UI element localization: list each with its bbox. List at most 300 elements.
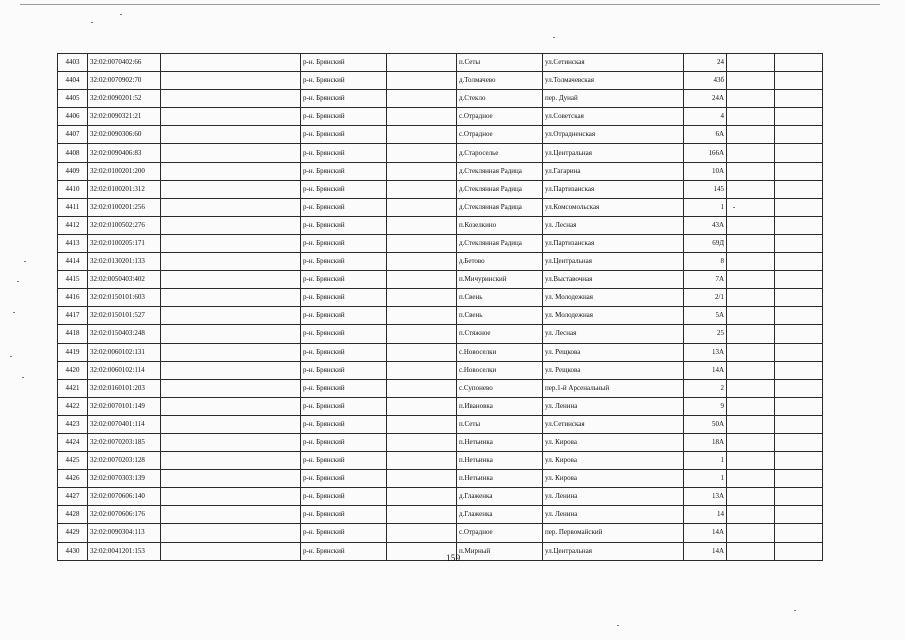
district-cell: р-н. Брянский (301, 198, 387, 216)
house-number-cell: 50А (684, 415, 727, 433)
street-cell: ул. Ленина (543, 488, 684, 506)
cadastral-number-cell: 32:02:0070203:128 (88, 452, 161, 470)
empty-cell (727, 216, 775, 234)
empty-cell (161, 452, 301, 470)
empty-cell (161, 126, 301, 144)
table-row (58, 361, 823, 379)
locality-cell: п.Ивановка (457, 397, 543, 415)
empty-cell (161, 415, 301, 433)
row-number-cell: 4415 (58, 271, 88, 289)
empty-cell (161, 108, 301, 126)
empty-cell (387, 379, 457, 397)
street-cell: пер. Дунай (543, 90, 684, 108)
table-row (58, 108, 823, 126)
empty-cell (775, 415, 823, 433)
row-number-cell: 4412 (58, 216, 88, 234)
empty-cell (161, 162, 301, 180)
cadastral-number-cell: 32:02:0060102:114 (88, 361, 161, 379)
empty-cell (727, 253, 775, 271)
empty-cell (727, 198, 775, 216)
empty-cell (775, 90, 823, 108)
table-row (58, 307, 823, 325)
empty-cell (775, 470, 823, 488)
empty-cell (161, 307, 301, 325)
empty-cell (387, 488, 457, 506)
row-number-cell: 4425 (58, 452, 88, 470)
cadastral-number-cell: 32:02:0090304:113 (88, 524, 161, 542)
empty-cell (775, 180, 823, 198)
district-cell: р-н. Брянский (301, 253, 387, 271)
street-cell: ул.Центральная (543, 542, 684, 560)
empty-cell (727, 361, 775, 379)
street-cell: ул. Молодежная (543, 307, 684, 325)
table-row (58, 379, 823, 397)
house-number-cell: 1 (684, 452, 727, 470)
house-number-cell: 14А (684, 542, 727, 560)
page-top-edge (20, 4, 880, 5)
row-number-cell: 4430 (58, 542, 88, 560)
district-cell: р-н. Брянский (301, 234, 387, 252)
house-number-cell: 18А (684, 433, 727, 451)
row-number-cell: 4408 (58, 144, 88, 162)
table-row (58, 198, 823, 216)
locality-cell: п.Сеты (457, 415, 543, 433)
row-number-cell: 4423 (58, 415, 88, 433)
empty-cell (727, 90, 775, 108)
empty-cell (727, 506, 775, 524)
row-number-cell: 4422 (58, 397, 88, 415)
house-number-cell: 2 (684, 379, 727, 397)
table-row (58, 144, 823, 162)
street-cell: ул. Ленина (543, 506, 684, 524)
street-cell: ул.Комсомольская (543, 198, 684, 216)
district-cell: р-н. Брянский (301, 289, 387, 307)
district-cell: р-н. Брянский (301, 361, 387, 379)
table-row (58, 216, 823, 234)
table-row (58, 524, 823, 542)
district-cell: р-н. Брянский (301, 488, 387, 506)
empty-cell (161, 488, 301, 506)
street-cell: ул. Кирова (543, 452, 684, 470)
street-cell: ул. Лесная (543, 216, 684, 234)
street-cell: ул. Рещкова (543, 361, 684, 379)
empty-cell (727, 234, 775, 252)
empty-cell (775, 488, 823, 506)
row-number-cell: 4405 (58, 90, 88, 108)
cadastral-number-cell: 32:02:0070401:114 (88, 415, 161, 433)
street-cell: ул.Гагарина (543, 162, 684, 180)
empty-cell (161, 470, 301, 488)
district-cell: р-н. Брянский (301, 415, 387, 433)
empty-cell (387, 433, 457, 451)
empty-cell (727, 325, 775, 343)
district-cell: р-н. Брянский (301, 90, 387, 108)
empty-cell (161, 361, 301, 379)
empty-cell (387, 397, 457, 415)
row-number-cell: 4420 (58, 361, 88, 379)
empty-cell (775, 325, 823, 343)
street-cell: ул.Отрадненская (543, 126, 684, 144)
cadastral-number-cell: 32:02:0150403:248 (88, 325, 161, 343)
locality-cell: п.Нетьинка (457, 433, 543, 451)
house-number-cell: 5А (684, 307, 727, 325)
table-row (58, 234, 823, 252)
cadastral-number-cell: 32:02:0060102:131 (88, 343, 161, 361)
empty-cell (161, 180, 301, 198)
district-cell: р-н. Брянский (301, 379, 387, 397)
empty-cell (775, 379, 823, 397)
empty-cell (161, 54, 301, 72)
cadastral-number-cell: 32:02:0070606:176 (88, 506, 161, 524)
empty-cell (727, 488, 775, 506)
street-cell: пер.1-й Арсенальный (543, 379, 684, 397)
table-row (58, 289, 823, 307)
empty-cell (727, 162, 775, 180)
house-number-cell: 69Д (684, 234, 727, 252)
empty-cell (387, 90, 457, 108)
empty-cell (775, 253, 823, 271)
empty-cell (727, 452, 775, 470)
house-number-cell: 7А (684, 271, 727, 289)
street-cell: ул.Центральная (543, 144, 684, 162)
table-row (58, 126, 823, 144)
empty-cell (775, 108, 823, 126)
empty-cell (775, 54, 823, 72)
house-number-cell: 24 (684, 54, 727, 72)
locality-cell: с.Новоселки (457, 361, 543, 379)
house-number-cell: 2/1 (684, 289, 727, 307)
empty-cell (727, 397, 775, 415)
empty-cell (775, 198, 823, 216)
empty-cell (775, 72, 823, 90)
district-cell: р-н. Брянский (301, 506, 387, 524)
table-row (58, 452, 823, 470)
empty-cell (161, 379, 301, 397)
table-row (58, 253, 823, 271)
empty-cell (387, 126, 457, 144)
empty-cell (727, 72, 775, 90)
empty-cell (387, 506, 457, 524)
street-cell: ул.Центральная (543, 253, 684, 271)
empty-cell (775, 433, 823, 451)
house-number-cell: 25 (684, 325, 727, 343)
empty-cell (161, 325, 301, 343)
row-number-cell: 4419 (58, 343, 88, 361)
cadastral-number-cell: 32:02:0150101:603 (88, 289, 161, 307)
house-number-cell: 14А (684, 524, 727, 542)
empty-cell (727, 524, 775, 542)
empty-cell (387, 524, 457, 542)
locality-cell: с.Отрадное (457, 108, 543, 126)
house-number-cell: 14 (684, 506, 727, 524)
street-cell: ул.Партизанская (543, 234, 684, 252)
empty-cell (161, 216, 301, 234)
locality-cell: д.Глаженка (457, 488, 543, 506)
empty-cell (387, 415, 457, 433)
locality-cell: д.Стеклянная Радица (457, 198, 543, 216)
locality-cell: д.Стеклo (457, 90, 543, 108)
house-number-cell: 43б (684, 72, 727, 90)
row-number-cell: 4406 (58, 108, 88, 126)
empty-cell (387, 470, 457, 488)
empty-cell (161, 433, 301, 451)
empty-cell (161, 542, 301, 560)
table-row (58, 415, 823, 433)
row-number-cell: 4429 (58, 524, 88, 542)
cadastral-number-cell: 32:02:0090306:60 (88, 126, 161, 144)
house-number-cell: 43А (684, 216, 727, 234)
empty-cell (727, 470, 775, 488)
row-number-cell: 4404 (58, 72, 88, 90)
empty-cell (161, 253, 301, 271)
cadastral-number-cell: 32:02:0070203:185 (88, 433, 161, 451)
house-number-cell: 10А (684, 162, 727, 180)
house-number-cell: 8 (684, 253, 727, 271)
empty-cell (727, 307, 775, 325)
district-cell: р-н. Брянский (301, 126, 387, 144)
empty-cell (727, 144, 775, 162)
empty-cell (387, 234, 457, 252)
locality-cell: с.Новоселки (457, 343, 543, 361)
locality-cell: д.Стеклянная Радица (457, 180, 543, 198)
empty-cell (161, 397, 301, 415)
empty-cell (775, 144, 823, 162)
empty-cell (387, 271, 457, 289)
locality-cell: д.Толмачево (457, 72, 543, 90)
row-number-cell: 4418 (58, 325, 88, 343)
table-row (58, 488, 823, 506)
cadastral-number-cell: 32:02:0090201:52 (88, 90, 161, 108)
locality-cell: д.Бетово (457, 253, 543, 271)
row-number-cell: 4414 (58, 253, 88, 271)
row-number-cell: 4426 (58, 470, 88, 488)
district-cell: р-н. Брянский (301, 452, 387, 470)
cadastral-number-cell: 32:02:0100205:171 (88, 234, 161, 252)
empty-cell (775, 524, 823, 542)
table-row (58, 397, 823, 415)
house-number-cell: 9 (684, 397, 727, 415)
row-number-cell: 4409 (58, 162, 88, 180)
empty-cell (387, 361, 457, 379)
empty-cell (387, 54, 457, 72)
empty-cell (387, 72, 457, 90)
cadastral-number-cell: 32:02:0150101:527 (88, 307, 161, 325)
empty-cell (387, 144, 457, 162)
table-row (58, 271, 823, 289)
locality-cell: д.Староселье (457, 144, 543, 162)
row-number-cell: 4403 (58, 54, 88, 72)
street-cell: ул.Партизанская (543, 180, 684, 198)
table-row (58, 72, 823, 90)
cadastral-number-cell: 32:02:0041201:153 (88, 542, 161, 560)
row-number-cell: 4424 (58, 433, 88, 451)
district-cell: р-н. Брянский (301, 162, 387, 180)
empty-cell (727, 433, 775, 451)
cadastral-number-cell: 32:02:0100201:312 (88, 180, 161, 198)
empty-cell (161, 506, 301, 524)
empty-cell (161, 198, 301, 216)
district-cell: р-н. Брянский (301, 307, 387, 325)
empty-cell (161, 271, 301, 289)
street-cell: ул. Кирова (543, 433, 684, 451)
page-number: 159 (446, 553, 461, 563)
district-cell: р-н. Брянский (301, 397, 387, 415)
house-number-cell: 1 (684, 470, 727, 488)
empty-cell (775, 542, 823, 560)
table-row (58, 180, 823, 198)
empty-cell (387, 253, 457, 271)
empty-cell (387, 198, 457, 216)
street-cell: ул. Молодежная (543, 289, 684, 307)
locality-cell: д.Глаженка (457, 506, 543, 524)
empty-cell (775, 307, 823, 325)
district-cell: р-н. Брянский (301, 54, 387, 72)
district-cell: р-н. Брянский (301, 470, 387, 488)
cadastral-number-cell: 32:02:0160101:203 (88, 379, 161, 397)
district-cell: р-н. Брянский (301, 524, 387, 542)
empty-cell (387, 452, 457, 470)
district-cell: р-н. Брянский (301, 108, 387, 126)
district-cell: р-н. Брянский (301, 542, 387, 560)
street-cell: ул.Сетинская (543, 54, 684, 72)
table-row (58, 54, 823, 72)
empty-cell (775, 397, 823, 415)
locality-cell: д.Стеклянная Радица (457, 234, 543, 252)
empty-cell (727, 54, 775, 72)
empty-cell (775, 361, 823, 379)
table-body (58, 54, 823, 561)
empty-cell (727, 108, 775, 126)
locality-cell: п.Свень (457, 307, 543, 325)
district-cell: р-н. Брянский (301, 144, 387, 162)
empty-cell (727, 379, 775, 397)
row-number-cell: 4410 (58, 180, 88, 198)
empty-cell (727, 126, 775, 144)
table-row (58, 325, 823, 343)
table-row (58, 470, 823, 488)
street-cell: ул.Толмачевская (543, 72, 684, 90)
cadastral-number-cell: 32:02:0070402:66 (88, 54, 161, 72)
district-cell: р-н. Брянский (301, 433, 387, 451)
cadastral-number-cell: 32:02:0070101:149 (88, 397, 161, 415)
empty-cell (161, 144, 301, 162)
empty-cell (775, 289, 823, 307)
street-cell: ул. Лесная (543, 325, 684, 343)
street-cell: ул. Ленина (543, 397, 684, 415)
empty-cell (161, 234, 301, 252)
cadastral-number-cell: 32:02:0100502:276 (88, 216, 161, 234)
registry-table (57, 53, 823, 561)
house-number-cell: 145 (684, 180, 727, 198)
locality-cell: п.Мичуринский (457, 271, 543, 289)
empty-cell (161, 72, 301, 90)
district-cell: р-н. Брянский (301, 216, 387, 234)
empty-cell (727, 343, 775, 361)
locality-cell: с.Супонево (457, 379, 543, 397)
locality-cell: п.Стяжное (457, 325, 543, 343)
empty-cell (727, 271, 775, 289)
cadastral-number-cell: 32:02:0100201:200 (88, 162, 161, 180)
street-cell: ул.Сетинская (543, 415, 684, 433)
table-row (58, 343, 823, 361)
empty-cell (161, 289, 301, 307)
house-number-cell: 4 (684, 108, 727, 126)
district-cell: р-н. Брянский (301, 343, 387, 361)
cadastral-number-cell: 32:02:0050403:402 (88, 271, 161, 289)
row-number-cell: 4428 (58, 506, 88, 524)
registry-table-container (57, 53, 823, 561)
street-cell: ул.Выставочная (543, 271, 684, 289)
cadastral-number-cell: 32:02:0100201:256 (88, 198, 161, 216)
locality-cell: п.Мирный (457, 542, 543, 560)
house-number-cell: 1 (684, 198, 727, 216)
house-number-cell: 13А (684, 488, 727, 506)
empty-cell (387, 108, 457, 126)
cadastral-number-cell: 32:02:0070303:139 (88, 470, 161, 488)
empty-cell (161, 343, 301, 361)
house-number-cell: 24А (684, 90, 727, 108)
empty-cell (387, 180, 457, 198)
street-cell: пер. Первомайский (543, 524, 684, 542)
street-cell: ул. Рещкова (543, 343, 684, 361)
house-number-cell: 14А (684, 361, 727, 379)
empty-cell (727, 415, 775, 433)
district-cell: р-н. Брянский (301, 271, 387, 289)
house-number-cell: 6А (684, 126, 727, 144)
locality-cell: п.Сеты (457, 54, 543, 72)
row-number-cell: 4411 (58, 198, 88, 216)
empty-cell (775, 126, 823, 144)
row-number-cell: 4416 (58, 289, 88, 307)
empty-cell (387, 343, 457, 361)
empty-cell (775, 271, 823, 289)
empty-cell (161, 524, 301, 542)
table-row (58, 542, 823, 560)
locality-cell: п.Козелкино (457, 216, 543, 234)
locality-cell: д.Стеклянная Радица (457, 162, 543, 180)
empty-cell (775, 162, 823, 180)
district-cell: р-н. Брянский (301, 180, 387, 198)
empty-cell (727, 542, 775, 560)
row-number-cell: 4427 (58, 488, 88, 506)
locality-cell: п.Нетьинка (457, 452, 543, 470)
empty-cell (727, 289, 775, 307)
table-row (58, 506, 823, 524)
row-number-cell: 4413 (58, 234, 88, 252)
table-row (58, 433, 823, 451)
empty-cell (775, 343, 823, 361)
row-number-cell: 4407 (58, 126, 88, 144)
empty-cell (775, 234, 823, 252)
empty-cell (387, 307, 457, 325)
street-cell: ул. Кирова (543, 470, 684, 488)
cadastral-number-cell: 32:02:0070606:140 (88, 488, 161, 506)
row-number-cell: 4417 (58, 307, 88, 325)
empty-cell (387, 162, 457, 180)
empty-cell (775, 506, 823, 524)
empty-cell (161, 90, 301, 108)
empty-cell (727, 180, 775, 198)
cadastral-number-cell: 32:02:0090321:21 (88, 108, 161, 126)
house-number-cell: 13А (684, 343, 727, 361)
district-cell: р-н. Брянский (301, 72, 387, 90)
empty-cell (775, 452, 823, 470)
locality-cell: с.Отрадное (457, 524, 543, 542)
empty-cell (387, 216, 457, 234)
table-row (58, 90, 823, 108)
house-number-cell: 166А (684, 144, 727, 162)
district-cell: р-н. Брянский (301, 325, 387, 343)
